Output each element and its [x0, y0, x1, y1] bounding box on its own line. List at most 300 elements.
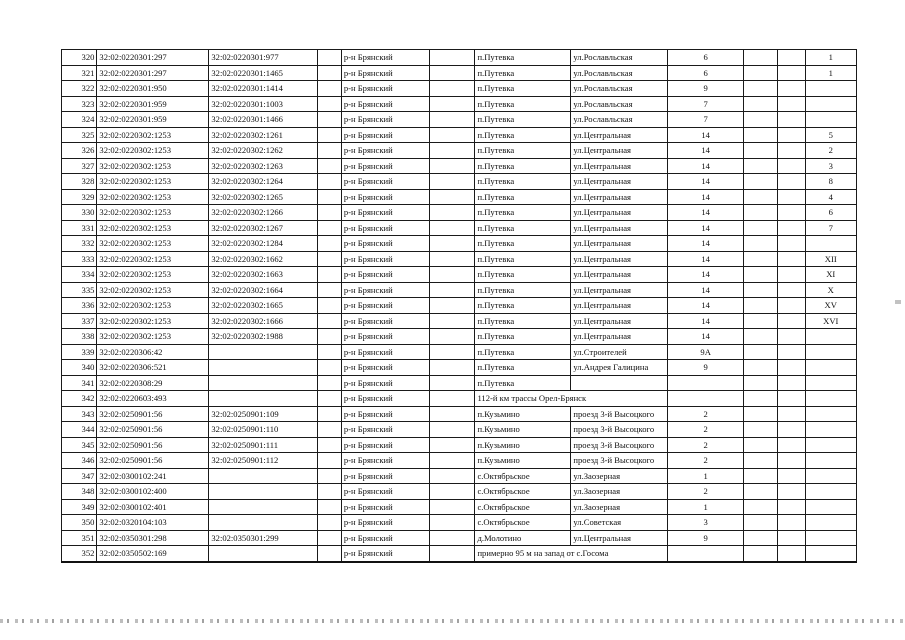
- empty-cell: [429, 189, 475, 205]
- cadastral-number: 32:02:0220301:950: [97, 81, 209, 97]
- empty-cell: [778, 360, 805, 376]
- street-cell: ул.Центральная: [571, 174, 668, 190]
- empty-cell: [743, 298, 777, 314]
- empty-cell: [743, 360, 777, 376]
- object-cadastral-number: 32:02:0220302:1284: [209, 236, 318, 252]
- flat-number: [805, 422, 856, 438]
- empty-cell: [317, 174, 341, 190]
- empty-cell: [317, 515, 341, 531]
- flat-number: 4: [805, 189, 856, 205]
- settlement-cell: п.Путевка: [475, 65, 571, 81]
- street-cell: проезд 3-й Высоцкого: [571, 422, 668, 438]
- empty-cell: [743, 313, 777, 329]
- region-cell: р-н Брянский: [341, 236, 429, 252]
- empty-cell: [778, 174, 805, 190]
- empty-cell: [778, 267, 805, 283]
- street-cell: проезд 3-й Высоцкого: [571, 406, 668, 422]
- row-number: 338: [62, 329, 97, 345]
- cadastral-number: 32:02:0300102:401: [97, 499, 209, 515]
- empty-cell: [743, 158, 777, 174]
- street-cell: ул.Советская: [571, 515, 668, 531]
- table-row: [62, 422, 857, 438]
- object-cadastral-number: 32:02:0220302:1266: [209, 205, 318, 221]
- empty-cell: [778, 329, 805, 345]
- house-number: 14: [668, 205, 743, 221]
- flat-number: [805, 375, 856, 391]
- empty-cell: [429, 50, 475, 66]
- region-cell: р-н Брянский: [341, 189, 429, 205]
- empty-cell: [743, 422, 777, 438]
- row-number: 340: [62, 360, 97, 376]
- object-cadastral-number: [209, 515, 318, 531]
- object-cadastral-number: 32:02:0220302:1261: [209, 127, 318, 143]
- region-cell: р-н Брянский: [341, 422, 429, 438]
- empty-cell: [317, 112, 341, 128]
- region-cell: р-н Брянский: [341, 530, 429, 546]
- table-row: [62, 530, 857, 546]
- street-cell: ул.Андрея Галицина: [571, 360, 668, 376]
- table-row: [62, 375, 857, 391]
- flat-number: [805, 530, 856, 546]
- settlement-cell: п.Путевка: [475, 251, 571, 267]
- empty-cell: [743, 515, 777, 531]
- empty-cell: [317, 267, 341, 283]
- cadastral-number: 32:02:0220302:1253: [97, 220, 209, 236]
- empty-cell: [429, 143, 475, 159]
- empty-cell: [317, 484, 341, 500]
- cadastral-number: 32:02:0220302:1253: [97, 189, 209, 205]
- settlement-cell: п.Кузьмино: [475, 406, 571, 422]
- street-cell: ул.Заозерная: [571, 484, 668, 500]
- object-cadastral-number: 32:02:0220302:1664: [209, 282, 318, 298]
- empty-cell: [317, 468, 341, 484]
- empty-cell: [778, 236, 805, 252]
- cadastral-number: 32:02:0220308:29: [97, 375, 209, 391]
- empty-cell: [429, 96, 475, 112]
- object-cadastral-number: 32:02:0250901:109: [209, 406, 318, 422]
- table-row: [62, 546, 857, 562]
- region-cell: р-н Брянский: [341, 267, 429, 283]
- cadastral-number: 32:02:0350301:298: [97, 530, 209, 546]
- row-number: 323: [62, 96, 97, 112]
- object-cadastral-number: [209, 391, 318, 407]
- table-row: [62, 453, 857, 469]
- table-row: [62, 205, 857, 221]
- region-cell: р-н Брянский: [341, 143, 429, 159]
- settlement-cell: п.Путевка: [475, 360, 571, 376]
- house-number: 2: [668, 422, 743, 438]
- flat-number: XVI: [805, 313, 856, 329]
- house-number: [668, 546, 743, 562]
- settlement-cell: п.Путевка: [475, 344, 571, 360]
- house-number: 14: [668, 329, 743, 345]
- flat-number: 8: [805, 174, 856, 190]
- empty-cell: [743, 65, 777, 81]
- empty-cell: [429, 329, 475, 345]
- table-row: [62, 220, 857, 236]
- row-number: 331: [62, 220, 97, 236]
- empty-cell: [429, 453, 475, 469]
- empty-cell: [317, 158, 341, 174]
- settlement-cell: с.Октябрьское: [475, 499, 571, 515]
- empty-cell: [429, 220, 475, 236]
- cadastral-number: 32:02:0250901:56: [97, 453, 209, 469]
- cadastral-number: 32:02:0220302:1253: [97, 174, 209, 190]
- object-cadastral-number: 32:02:0220302:1264: [209, 174, 318, 190]
- empty-cell: [317, 422, 341, 438]
- empty-cell: [743, 112, 777, 128]
- flat-number: [805, 112, 856, 128]
- settlement-cell: п.Путевка: [475, 236, 571, 252]
- region-cell: р-н Брянский: [341, 251, 429, 267]
- cadastral-number: 32:02:0250901:56: [97, 406, 209, 422]
- table-row: [62, 437, 857, 453]
- street-cell: ул.Рославльская: [571, 65, 668, 81]
- row-number: 330: [62, 205, 97, 221]
- empty-cell: [429, 112, 475, 128]
- empty-cell: [778, 313, 805, 329]
- object-cadastral-number: 32:02:0220301:977: [209, 50, 318, 66]
- empty-cell: [429, 65, 475, 81]
- object-cadastral-number: 32:02:0220302:1988: [209, 329, 318, 345]
- flat-number: [805, 453, 856, 469]
- house-number: 2: [668, 406, 743, 422]
- region-cell: р-н Брянский: [341, 50, 429, 66]
- street-cell: ул.Центральная: [571, 530, 668, 546]
- street-cell: ул.Центральная: [571, 143, 668, 159]
- object-cadastral-number: 32:02:0220302:1262: [209, 143, 318, 159]
- region-cell: р-н Брянский: [341, 546, 429, 562]
- row-number: 347: [62, 468, 97, 484]
- settlement-cell: п.Кузьмино: [475, 422, 571, 438]
- object-cadastral-number: 32:02:0220302:1267: [209, 220, 318, 236]
- empty-cell: [429, 546, 475, 562]
- empty-cell: [743, 220, 777, 236]
- empty-cell: [429, 375, 475, 391]
- house-number: 14: [668, 298, 743, 314]
- cadastral-number: 32:02:0250901:56: [97, 422, 209, 438]
- empty-cell: [778, 422, 805, 438]
- empty-cell: [429, 127, 475, 143]
- table-row: [62, 313, 857, 329]
- row-number: 345: [62, 437, 97, 453]
- flat-number: [805, 81, 856, 97]
- empty-cell: [778, 96, 805, 112]
- flat-number: 6: [805, 205, 856, 221]
- region-cell: р-н Брянский: [341, 282, 429, 298]
- settlement-cell: с.Октябрьское: [475, 515, 571, 531]
- table-row: [62, 81, 857, 97]
- empty-cell: [317, 329, 341, 345]
- settlement-cell: д.Молотино: [475, 530, 571, 546]
- empty-cell: [743, 127, 777, 143]
- flat-number: 7: [805, 220, 856, 236]
- house-number: 1: [668, 468, 743, 484]
- region-cell: р-н Брянский: [341, 375, 429, 391]
- object-cadastral-number: 32:02:0220302:1662: [209, 251, 318, 267]
- house-number: 3: [668, 515, 743, 531]
- row-number: 337: [62, 313, 97, 329]
- table-row: [62, 189, 857, 205]
- cadastral-number: 32:02:0220302:1253: [97, 267, 209, 283]
- table-row: [62, 406, 857, 422]
- empty-cell: [778, 530, 805, 546]
- empty-cell: [317, 298, 341, 314]
- cadastral-number: 32:02:0320104:103: [97, 515, 209, 531]
- empty-cell: [743, 81, 777, 97]
- cadastral-number: 32:02:0220302:1253: [97, 298, 209, 314]
- empty-cell: [778, 220, 805, 236]
- empty-cell: [778, 50, 805, 66]
- empty-cell: [743, 329, 777, 345]
- empty-cell: [743, 282, 777, 298]
- empty-cell: [429, 530, 475, 546]
- scan-edge-artifact: [0, 619, 905, 623]
- empty-cell: [429, 422, 475, 438]
- row-number: 327: [62, 158, 97, 174]
- empty-cell: [429, 158, 475, 174]
- house-number: 7: [668, 96, 743, 112]
- flat-number: [805, 484, 856, 500]
- object-cadastral-number: [209, 546, 318, 562]
- object-cadastral-number: 32:02:0220302:1263: [209, 158, 318, 174]
- empty-cell: [778, 453, 805, 469]
- object-cadastral-number: 32:02:0220301:1466: [209, 112, 318, 128]
- row-number: 332: [62, 236, 97, 252]
- region-cell: р-н Брянский: [341, 220, 429, 236]
- flat-number: XI: [805, 267, 856, 283]
- empty-cell: [317, 251, 341, 267]
- house-number: 14: [668, 267, 743, 283]
- house-number: 1: [668, 499, 743, 515]
- house-number: 14: [668, 282, 743, 298]
- flat-number: XII: [805, 251, 856, 267]
- row-number: 350: [62, 515, 97, 531]
- street-cell: ул.Центральная: [571, 158, 668, 174]
- region-cell: р-н Брянский: [341, 65, 429, 81]
- flat-number: [805, 391, 856, 407]
- street-cell: ул.Центральная: [571, 220, 668, 236]
- table-row: [62, 50, 857, 66]
- row-number: 342: [62, 391, 97, 407]
- empty-cell: [778, 112, 805, 128]
- empty-cell: [317, 205, 341, 221]
- street-cell: ул.Центральная: [571, 313, 668, 329]
- empty-cell: [778, 406, 805, 422]
- object-cadastral-number: 32:02:0250901:110: [209, 422, 318, 438]
- settlement-cell: п.Путевка: [475, 189, 571, 205]
- region-cell: р-н Брянский: [341, 437, 429, 453]
- house-number: [668, 391, 743, 407]
- flat-number: [805, 96, 856, 112]
- table-row: [62, 391, 857, 407]
- settlement-cell: п.Путевка: [475, 375, 571, 391]
- empty-cell: [429, 468, 475, 484]
- region-cell: р-н Брянский: [341, 96, 429, 112]
- table-row: [62, 127, 857, 143]
- empty-cell: [778, 189, 805, 205]
- settlement-cell: с.Октябрьское: [475, 484, 571, 500]
- cadastral-number: 32:02:0220302:1253: [97, 127, 209, 143]
- empty-cell: [778, 158, 805, 174]
- empty-cell: [743, 375, 777, 391]
- cadastral-number: 32:02:0250901:56: [97, 437, 209, 453]
- house-number: 14: [668, 236, 743, 252]
- house-number: [668, 375, 743, 391]
- house-number: 9: [668, 360, 743, 376]
- empty-cell: [743, 251, 777, 267]
- region-cell: р-н Брянский: [341, 112, 429, 128]
- table-row: [62, 143, 857, 159]
- table-row: [62, 515, 857, 531]
- house-number: 14: [668, 313, 743, 329]
- row-number: 320: [62, 50, 97, 66]
- empty-cell: [743, 205, 777, 221]
- flat-number: 1: [805, 65, 856, 81]
- settlement-cell: п.Путевка: [475, 158, 571, 174]
- flat-number: [805, 236, 856, 252]
- row-number: 328: [62, 174, 97, 190]
- settlement-cell: п.Путевка: [475, 313, 571, 329]
- row-number: 333: [62, 251, 97, 267]
- row-number: 324: [62, 112, 97, 128]
- empty-cell: [778, 65, 805, 81]
- table-row: [62, 329, 857, 345]
- cadastral-number: 32:02:0220302:1253: [97, 158, 209, 174]
- row-number: 344: [62, 422, 97, 438]
- empty-cell: [778, 499, 805, 515]
- empty-cell: [317, 189, 341, 205]
- street-cell: ул.Заозерная: [571, 499, 668, 515]
- flat-number: [805, 344, 856, 360]
- empty-cell: [429, 81, 475, 97]
- region-cell: р-н Брянский: [341, 453, 429, 469]
- flat-number: XV: [805, 298, 856, 314]
- empty-cell: [317, 220, 341, 236]
- house-number: 14: [668, 189, 743, 205]
- empty-cell: [743, 546, 777, 562]
- street-cell: ул.Рославльская: [571, 81, 668, 97]
- empty-cell: [778, 143, 805, 159]
- house-number: 6: [668, 65, 743, 81]
- row-number: 343: [62, 406, 97, 422]
- settlement-cell: п.Путевка: [475, 50, 571, 66]
- street-cell: ул.Рославльская: [571, 112, 668, 128]
- region-cell: р-н Брянский: [341, 174, 429, 190]
- flat-number: [805, 360, 856, 376]
- empty-cell: [429, 515, 475, 531]
- table-body: [62, 50, 857, 562]
- row-number: 349: [62, 499, 97, 515]
- location-description: примерно 95 м на запад от с.Госома: [475, 546, 668, 562]
- cadastral-number: 32:02:0220302:1253: [97, 205, 209, 221]
- street-cell: ул.Центральная: [571, 329, 668, 345]
- row-number: 329: [62, 189, 97, 205]
- empty-cell: [317, 453, 341, 469]
- table-row: [62, 468, 857, 484]
- region-cell: р-н Брянский: [341, 484, 429, 500]
- row-number: 334: [62, 267, 97, 283]
- cadastral-table: [61, 49, 857, 563]
- cadastral-number: 32:02:0220302:1253: [97, 282, 209, 298]
- cadastral-number: 32:02:0300102:400: [97, 484, 209, 500]
- region-cell: р-н Брянский: [341, 313, 429, 329]
- object-cadastral-number: [209, 484, 318, 500]
- empty-cell: [778, 205, 805, 221]
- empty-cell: [317, 530, 341, 546]
- empty-cell: [429, 236, 475, 252]
- empty-cell: [317, 50, 341, 66]
- object-cadastral-number: 32:02:0220302:1666: [209, 313, 318, 329]
- region-cell: р-н Брянский: [341, 344, 429, 360]
- region-cell: р-н Брянский: [341, 406, 429, 422]
- region-cell: р-н Брянский: [341, 391, 429, 407]
- street-cell: ул.Заозерная: [571, 468, 668, 484]
- table-row: [62, 251, 857, 267]
- row-number: 326: [62, 143, 97, 159]
- row-number: 339: [62, 344, 97, 360]
- table-row: [62, 112, 857, 128]
- empty-cell: [743, 50, 777, 66]
- row-number: 352: [62, 546, 97, 562]
- house-number: 14: [668, 143, 743, 159]
- region-cell: р-н Брянский: [341, 329, 429, 345]
- empty-cell: [429, 298, 475, 314]
- empty-cell: [778, 127, 805, 143]
- settlement-cell: с.Октябрьское: [475, 468, 571, 484]
- row-number: 335: [62, 282, 97, 298]
- street-cell: ул.Центральная: [571, 267, 668, 283]
- empty-cell: [743, 406, 777, 422]
- empty-cell: [778, 391, 805, 407]
- table-row: [62, 298, 857, 314]
- cadastral-number: 32:02:0220306:521: [97, 360, 209, 376]
- empty-cell: [317, 81, 341, 97]
- object-cadastral-number: 32:02:0220302:1663: [209, 267, 318, 283]
- cadastral-number: 32:02:0220301:297: [97, 50, 209, 66]
- cadastral-number: 32:02:0350502:169: [97, 546, 209, 562]
- street-cell: проезд 3-й Высоцкого: [571, 453, 668, 469]
- table-row: [62, 499, 857, 515]
- table-row: [62, 65, 857, 81]
- settlement-cell: п.Путевка: [475, 220, 571, 236]
- empty-cell: [778, 81, 805, 97]
- object-cadastral-number: [209, 499, 318, 515]
- flat-number: X: [805, 282, 856, 298]
- cadastral-number: 32:02:0220302:1253: [97, 143, 209, 159]
- house-number: 14: [668, 127, 743, 143]
- flat-number: 2: [805, 143, 856, 159]
- house-number: 9А: [668, 344, 743, 360]
- cadastral-number: 32:02:0220603:493: [97, 391, 209, 407]
- cadastral-number: 32:02:0220301:959: [97, 112, 209, 128]
- street-cell: ул.Строителей: [571, 344, 668, 360]
- row-number: 348: [62, 484, 97, 500]
- empty-cell: [778, 468, 805, 484]
- empty-cell: [778, 546, 805, 562]
- object-cadastral-number: [209, 360, 318, 376]
- settlement-cell: п.Путевка: [475, 282, 571, 298]
- object-cadastral-number: [209, 375, 318, 391]
- empty-cell: [317, 391, 341, 407]
- empty-cell: [429, 499, 475, 515]
- empty-cell: [317, 375, 341, 391]
- empty-cell: [778, 282, 805, 298]
- house-number: 14: [668, 220, 743, 236]
- settlement-cell: п.Кузьмино: [475, 437, 571, 453]
- street-cell: проезд 3-й Высоцкого: [571, 437, 668, 453]
- street-cell: ул.Центральная: [571, 189, 668, 205]
